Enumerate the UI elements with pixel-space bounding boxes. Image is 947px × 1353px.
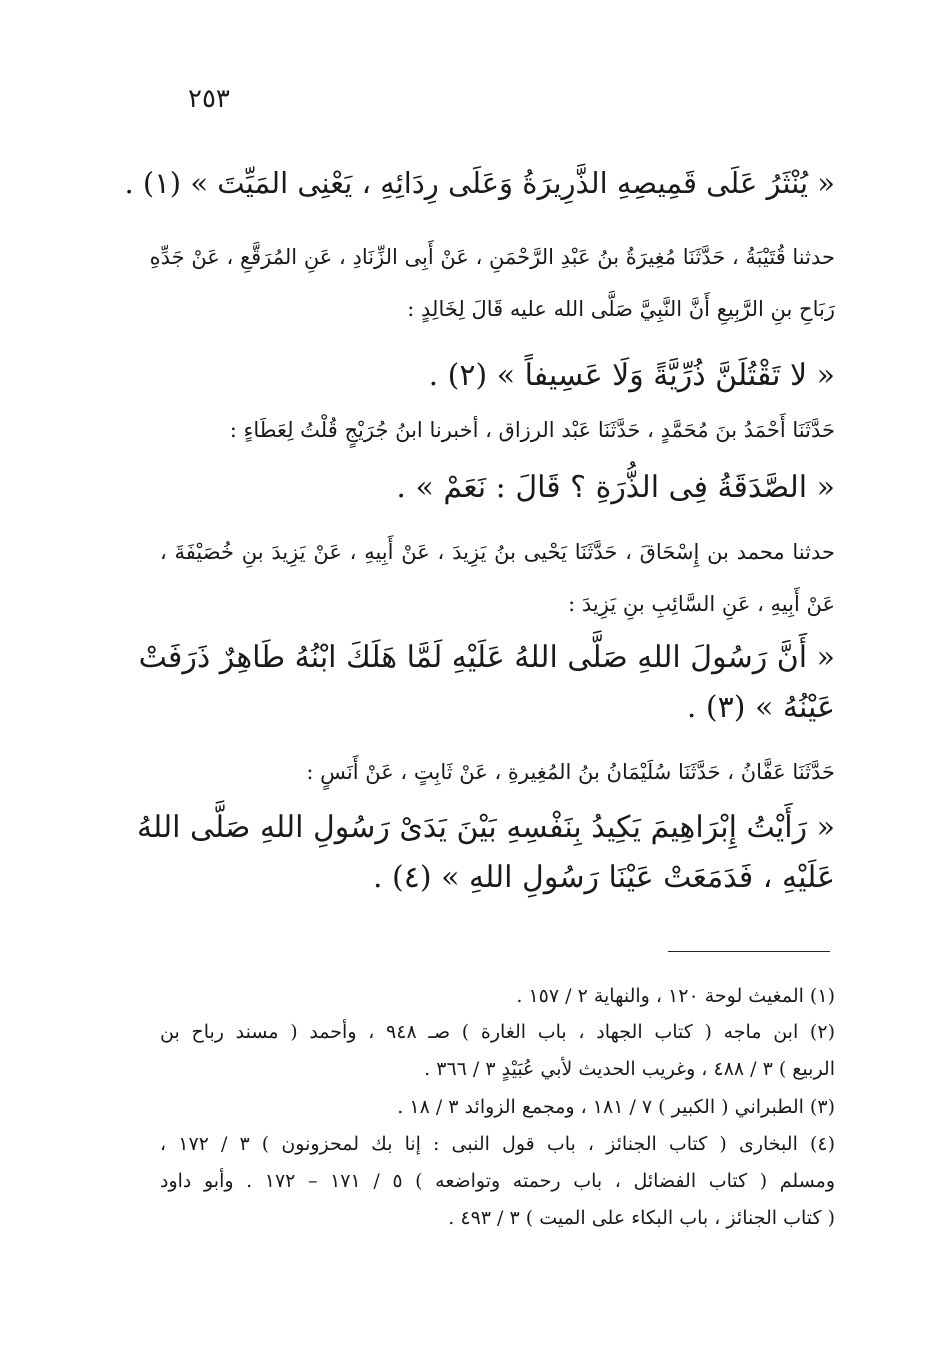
hadith-line: « رَأَيْتُ إِبْرَاهِيمَ يَكِيدُ بِنَفْسِهِ بَيْنَ يَدَىْ رَسُولِ اللهِ صَلَّى اللهُ [136, 810, 835, 845]
footnote-line: الربيع ) ٣ / ٤٨٨ ، وغريب الحديث لأبي عُبَيْدٍ ٣ / ٣٦٦ . [424, 1058, 835, 1080]
isnad-line: عَنْ أَبِيهِ ، عَنِ السَّائِبِ بنِ يَزِيدَ : [568, 592, 835, 616]
hadith-line: « أَنَّ رَسُولَ اللهِ صَلَّى اللهُ عَلَيْهِ لَمَّا هَلَكَ ابْنُهُ طَاهِرٌ ذَرَفَتْ [138, 640, 835, 675]
isnad-line: حدثنا محمد بن إِسْحَاقَ ، حَدَّثَنَا يَحْيى بنُ يَزِيدَ ، عَنْ أَبِيهِ ، عَنْ يَزِيدَ بنِ خُصَيْفَةَ ، [160, 540, 835, 564]
isnad-line: حَدَّثَنَا أَحْمَدُ بنَ مُحَمَّدٍ ، حَدَّثَنَا عَبْد الرزاق ، أخبرنا ابنُ جُرَيْجٍ قُلْتُ لِعَطَاءٍ : [229, 418, 835, 442]
footnote-line: ( كتاب الجنائز ، باب البكاء على الميت ) ٣ / ٤٩٣ . [448, 1207, 835, 1229]
hadith-line: عَيْنُهُ » (٣) . [686, 690, 835, 725]
hadith-line: « لا تَقْتُلَنَّ ذُرِّيَّةً وَلَا عَسِيفاً » (٢) . [428, 358, 835, 393]
hadith-line: « يُنْثَرُ عَلَى قَمِيصِهِ الذَّرِيرَةُ وَعَلَى رِدَائِهِ ، يَعْنِى المَيِّتَ » (١) . [124, 166, 835, 200]
footnote-line: (٢) ابن ماجه ( كتاب الجهاد ، باب الغارة ) صـ ٩٤٨ ، وأحمد ( مسند رباح بن [160, 1021, 835, 1043]
isnad-line: حدثنا قُتَيْبَةُ ، حَدَّثَنَا مُغِيرَةُ بنُ عَبْدِ الرَّحْمَنِ ، عَنْ أَبِى الزِّنَادِ ، عَنِ المُرَقَّعِ ، عَنْ جَدِّهِ [149, 245, 835, 269]
hadith-line: « الصَّدَقَةُ فِى الذُّرَةِ ؟ قَالَ : نَعَمْ » . [396, 470, 835, 505]
footnote-divider [668, 951, 830, 952]
footnote-line: (٤) البخارى ( كتاب الجنائز ، باب قول النبى : إنا بك لمحزونون ) ٣ / ١٧٢ ، [160, 1133, 836, 1155]
isnad-line: رَبَاحِ بنِ الرَّبِيعِ أَنَّ النَّبِيَّ صَلَّى الله عليه قَالَ لِخَالِدٍ : [407, 297, 835, 321]
footnote-line: ومسلم ( كتاب الفضائل ، باب رحمته وتواضعه ) ٥ / ١٧١ – ١٧٢ . وأبو داود [160, 1170, 835, 1192]
isnad-line: حَدَّثَنَا عَفَّانُ ، حَدَّثَنَا سُلَيْمَانُ بنُ المُغِيرةِ ، عَنْ ثَابِتٍ ، عَنْ أَنَسٍ : [306, 760, 835, 784]
footnote-line: (١) المغيث لوحة ١٢٠ ، والنهاية ٢ / ١٥٧ . [516, 985, 835, 1007]
page-number: ٢٥٣ [188, 84, 230, 114]
hadith-line: عَلَيْهِ ، فَدَمَعَتْ عَيْنَا رَسُولِ اللهِ » (٤) . [372, 860, 835, 895]
footnote-line: (٣) الطبراني ( الكبير ) ٧ / ١٨١ ، ومجمع الزوائد ٣ / ١٨ . [397, 1096, 835, 1118]
